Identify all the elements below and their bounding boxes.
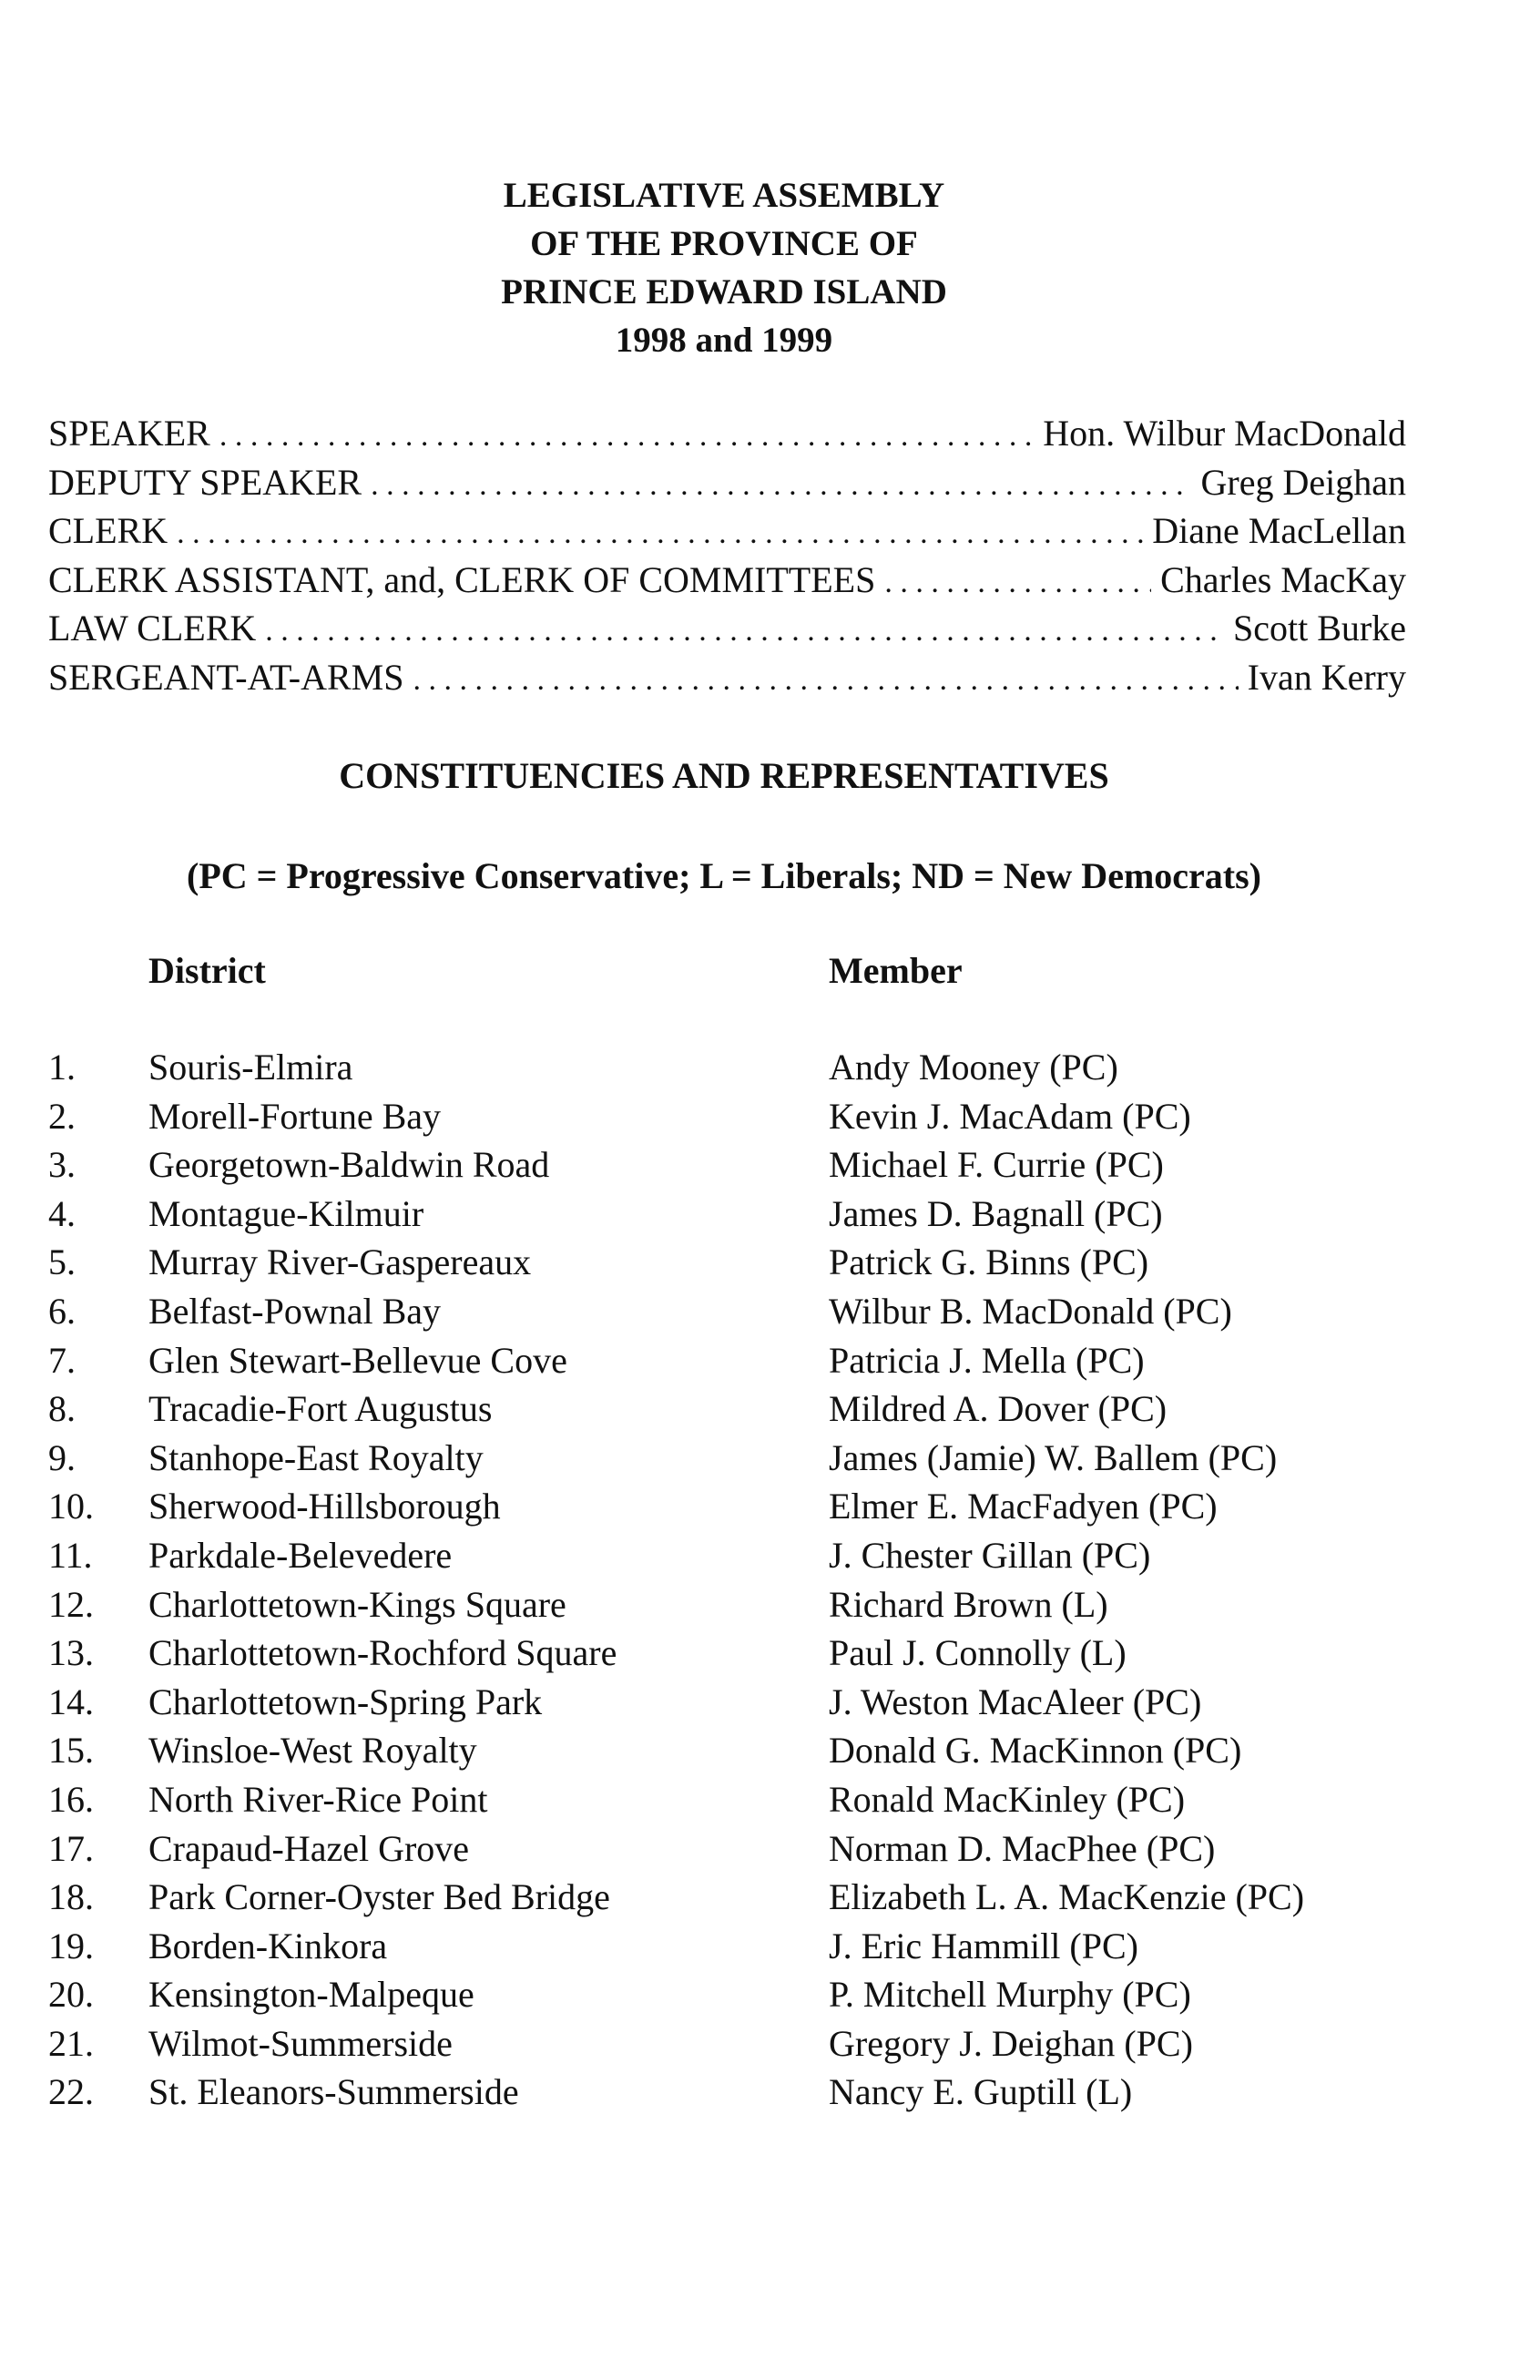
district-name: Belfast-Pownal Bay	[148, 1290, 442, 1332]
table-row	[0, 1290, 1540, 1339]
member-name: Richard Brown (L)	[829, 1583, 1108, 1625]
page-title	[0, 171, 1448, 364]
district-name: Murray River-Gaspereaux	[148, 1241, 532, 1283]
district-number: 11.	[48, 1534, 93, 1576]
member-name: Mildred A. Dover (PC)	[829, 1388, 1168, 1430]
district-number: 21.	[48, 2022, 94, 2064]
district-number: 18.	[48, 1876, 94, 1918]
district-name: Parkdale-Belevedere	[148, 1534, 453, 1576]
district-number: 6.	[48, 1290, 76, 1332]
officer-name: Ivan Kerry	[1247, 656, 1406, 698]
officer-title: DEPUTY SPEAKER	[48, 461, 362, 503]
officer-name: Charles MacKay	[1160, 558, 1406, 600]
member-name: Andy Mooney (PC)	[829, 1047, 1118, 1088]
member-name: Gregory J. Deighan (PC)	[829, 2022, 1193, 2064]
table-row	[0, 1095, 1540, 1144]
officer-title: SPEAKER	[48, 413, 210, 454]
member-name: Michael F. Currie (PC)	[829, 1144, 1164, 1186]
officer-row-clerk	[48, 509, 1406, 558]
officer-name: Greg Deighan	[1200, 461, 1406, 503]
officer-row-speaker	[48, 412, 1406, 461]
dot-leader	[371, 461, 1191, 504]
district-number: 10.	[48, 1486, 94, 1527]
constituency-table	[0, 1046, 1540, 2120]
district-name: Kensington-Malpeque	[148, 1974, 474, 2016]
district-number: 4.	[48, 1192, 76, 1234]
district-name: Charlottetown-Kings Square	[148, 1583, 566, 1625]
district-name: North River-Rice Point	[148, 1778, 488, 1820]
member-name: Donald G. MacKinnon (PC)	[829, 1730, 1242, 1772]
table-row	[0, 1143, 1540, 1192]
table-row	[0, 1192, 1540, 1241]
district-number: 12.	[48, 1583, 94, 1625]
dot-leader	[884, 558, 1151, 601]
member-name: Patrick G. Binns (PC)	[829, 1241, 1149, 1283]
member-name: P. Mitchell Murphy (PC)	[829, 1974, 1191, 2016]
district-number: 2.	[48, 1095, 76, 1137]
officer-name: Hon. Wilbur MacDonald	[1043, 413, 1406, 454]
table-row	[0, 1387, 1540, 1436]
officer-title: CLERK	[48, 510, 168, 551]
title-line-3: PRINCE EDWARD ISLAND	[501, 272, 947, 312]
dot-leader	[219, 412, 1034, 455]
officer-name: Scott Burke	[1233, 608, 1406, 649]
table-row	[0, 1729, 1540, 1778]
district-number: 13.	[48, 1632, 94, 1674]
district-name: Charlottetown-Rochford Square	[148, 1632, 617, 1674]
district-number: 9.	[48, 1436, 76, 1478]
table-row	[0, 1680, 1540, 1730]
member-name: Paul J. Connolly (L)	[829, 1632, 1127, 1674]
district-name: Souris-Elmira	[148, 1047, 353, 1088]
district-name: Morell-Fortune Bay	[148, 1095, 442, 1137]
member-name: Elizabeth L. A. MacKenzie (PC)	[829, 1876, 1305, 1918]
officer-title: CLERK ASSISTANT, and, CLERK OF COMMITTEES	[48, 558, 876, 600]
member-name: Ronald MacKinley (PC)	[829, 1778, 1186, 1820]
table-row	[0, 1827, 1540, 1876]
dot-leader	[413, 656, 1238, 699]
member-name: J. Chester Gillan (PC)	[829, 1534, 1151, 1576]
district-number: 5.	[48, 1241, 76, 1283]
table-row	[0, 1339, 1540, 1388]
table-row	[0, 1973, 1540, 2022]
member-name: James D. Bagnall (PC)	[829, 1192, 1163, 1234]
officer-row-sergeant-at-arms	[48, 656, 1406, 705]
title-line-2: OF THE PROVINCE OF	[530, 224, 918, 263]
officer-title: LAW CLERK	[48, 608, 257, 649]
dot-leader	[265, 607, 1224, 649]
table-row	[0, 1241, 1540, 1290]
table-row	[0, 2070, 1540, 2120]
district-name: Borden-Kinkora	[148, 1925, 388, 1966]
district-number: 22.	[48, 2071, 94, 2113]
member-name: Norman D. MacPhee (PC)	[829, 1827, 1216, 1869]
officers-list	[48, 412, 1406, 704]
member-name: James (Jamie) W. Ballem (PC)	[829, 1436, 1278, 1478]
district-name: Crapaud-Hazel Grove	[148, 1827, 470, 1869]
table-row	[0, 1875, 1540, 1925]
table-row	[0, 1583, 1540, 1632]
district-name: Tracadie-Fort Augustus	[148, 1388, 493, 1430]
district-name: Glen Stewart-Bellevue Cove	[148, 1339, 567, 1381]
district-number: 3.	[48, 1144, 76, 1186]
title-line-1: LEGISLATIVE ASSEMBLY	[503, 176, 945, 215]
table-row	[0, 1485, 1540, 1534]
member-name: Nancy E. Guptill (L)	[829, 2071, 1133, 2113]
table-row	[0, 1046, 1540, 1095]
table-row	[0, 1778, 1540, 1827]
district-number: 19.	[48, 1925, 94, 1966]
district-name: Park Corner-Oyster Bed Bridge	[148, 1876, 610, 1918]
district-name: Stanhope-East Royalty	[148, 1436, 484, 1478]
officer-row-law-clerk	[48, 607, 1406, 656]
section-heading: CONSTITUENCIES AND REPRESENTATIVES	[339, 755, 1109, 796]
district-number: 8.	[48, 1388, 76, 1430]
member-name: J. Weston MacAleer (PC)	[829, 1680, 1202, 1722]
dot-leader	[177, 509, 1143, 552]
district-name: Sherwood-Hillsborough	[148, 1486, 501, 1527]
member-name: Kevin J. MacAdam (PC)	[829, 1095, 1191, 1137]
table-row	[0, 1631, 1540, 1680]
district-number: 16.	[48, 1778, 94, 1820]
member-name: Wilbur B. MacDonald (PC)	[829, 1290, 1232, 1332]
officer-title: SERGEANT-AT-ARMS	[48, 656, 404, 698]
officer-row-clerk-assistant	[48, 558, 1406, 608]
district-number: 20.	[48, 1974, 94, 2016]
table-row	[0, 2022, 1540, 2071]
table-row	[0, 1925, 1540, 1974]
column-header-district: District	[148, 950, 266, 991]
district-name: Charlottetown-Spring Park	[148, 1680, 543, 1722]
district-name: Winsloe-West Royalty	[148, 1730, 477, 1772]
district-number: 17.	[48, 1827, 94, 1869]
district-name: Wilmot-Summerside	[148, 2022, 453, 2064]
district-number: 15.	[48, 1730, 94, 1772]
district-name: Georgetown-Baldwin Road	[148, 1144, 550, 1186]
officer-row-deputy-speaker	[48, 461, 1406, 510]
district-number: 14.	[48, 1680, 94, 1722]
party-legend: (PC = Progressive Conservative; L = Liberals; ND = New Democrats)	[187, 855, 1261, 896]
district-number: 1.	[48, 1047, 76, 1088]
member-name: Elmer E. MacFadyen (PC)	[829, 1486, 1218, 1527]
district-name: St. Eleanors-Summerside	[148, 2071, 519, 2113]
column-header-member: Member	[829, 950, 963, 991]
officer-name: Diane MacLellan	[1152, 510, 1406, 551]
title-line-years: 1998 and 1999	[615, 321, 833, 360]
district-name: Montague-Kilmuir	[148, 1192, 424, 1234]
table-row	[0, 1436, 1540, 1486]
member-name: Patricia J. Mella (PC)	[829, 1339, 1145, 1381]
district-number: 7.	[48, 1339, 76, 1381]
table-row	[0, 1534, 1540, 1583]
member-name: J. Eric Hammill (PC)	[829, 1925, 1138, 1966]
